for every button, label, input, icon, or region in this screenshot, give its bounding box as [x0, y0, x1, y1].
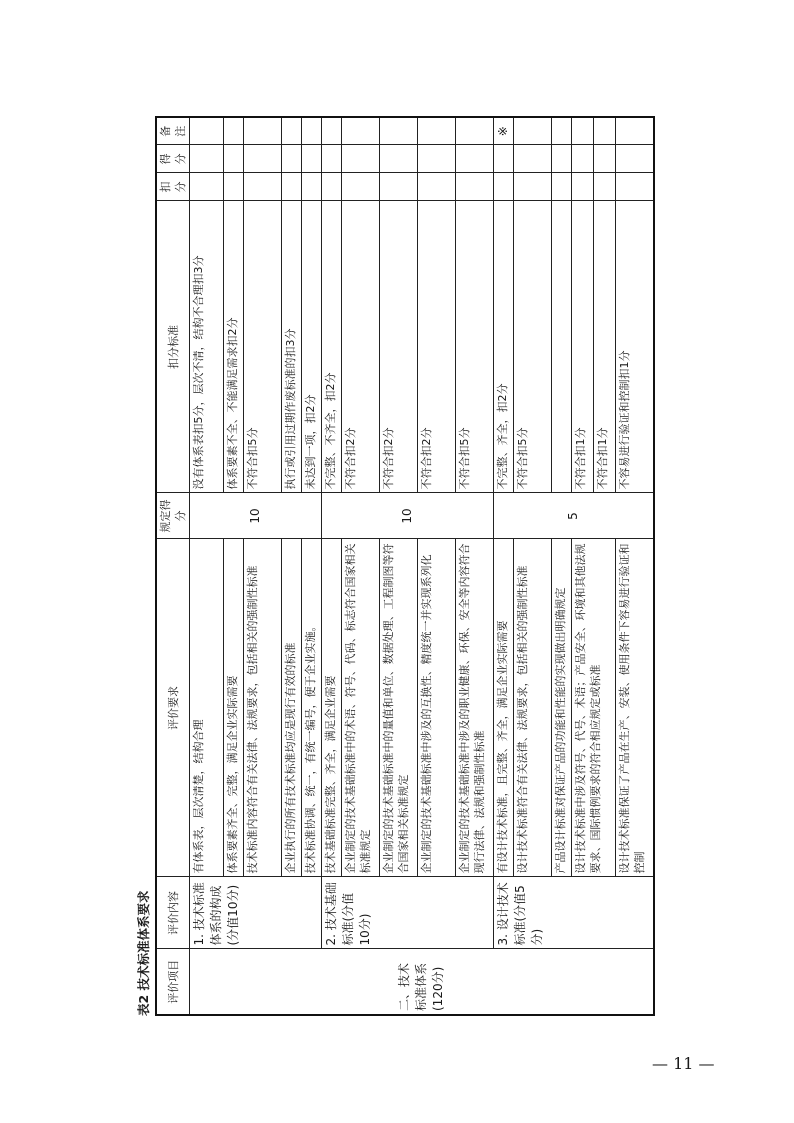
criteria-cell: 未达到一项，扣2分: [302, 201, 322, 493]
remark-cell: [616, 117, 654, 145]
requirement-cell: 企业执行的所有技术标准均应是现行有效的标准: [282, 539, 302, 877]
got-cell: [380, 145, 418, 173]
evaluation-table: [155, 116, 655, 1016]
header-item: 评价项目: [156, 949, 190, 1015]
header-content: 评价内容: [156, 877, 190, 949]
requirement-cell: 设计技术标准中涉及符号、代号、术语；产品安全、环境和其他法规要求、国际惯例要求的符合相应规定或标准: [572, 539, 616, 877]
remark-cell: [224, 117, 244, 145]
header-requirement: 评价要求: [156, 539, 190, 877]
got-cell: [224, 145, 244, 173]
got-cell: [456, 145, 494, 173]
deduct-cell: [244, 173, 282, 201]
header-deduct: 扣分: [156, 173, 190, 201]
remark-cell: ※: [494, 117, 514, 145]
got-cell: [190, 145, 224, 173]
table-row: [322, 117, 342, 1015]
remark-cell: [572, 117, 594, 145]
got-cell: [302, 145, 322, 173]
remark-cell: [302, 117, 322, 145]
remark-cell: [282, 117, 302, 145]
criteria-cell: 不符合扣2分: [342, 201, 380, 493]
remark-cell: [322, 117, 342, 145]
score-cell: 5: [494, 493, 654, 539]
requirement-cell: 企业制定的技术基础标准中涉及的互换性、精度统一并实现系列化: [418, 539, 456, 877]
table-row: [494, 117, 514, 1015]
criteria-cell: 执行或引用过期作废标准的扣3分: [282, 201, 302, 493]
criteria-cell: 不完整、齐全，扣2分: [494, 201, 514, 493]
remark-cell: [552, 117, 572, 145]
rotated-page-content: [135, 118, 688, 1016]
category-cell: 二、技术标准体系(120分): [190, 949, 654, 1015]
table-caption: 表2 技术标准体系要求: [136, 890, 151, 1016]
criteria-cell: 没有体系表扣5分，层次不清，结构不合理扣3分: [190, 201, 224, 493]
criteria-cell: 不完整、不齐全，扣2分: [322, 201, 342, 493]
criteria-cell: 不符合扣1分: [572, 201, 594, 493]
requirement-cell: 技术标准内容符合有关法律、法规要求，包括相关的强制性标准: [244, 539, 282, 877]
got-cell: [322, 145, 342, 173]
deduct-cell: [514, 173, 552, 201]
remark-cell: [190, 117, 224, 145]
requirement-cell: 企业制定的技术基础标准中涉及的职业健康、环保、安全等内容符合现行法律、法规和强制性标准: [456, 539, 494, 877]
requirement-cell: 产品设计标准对保证产品的功能和性能的实现做出明确规定: [552, 539, 572, 877]
deduct-cell: [418, 173, 456, 201]
remark-cell: [456, 117, 494, 145]
requirement-cell: 技术标准协调、统一，有统一编号，便于企业实施。: [302, 539, 322, 877]
got-cell: [494, 145, 514, 173]
requirement-cell: 技术基础标准完整、齐全，满足企业需要: [322, 539, 342, 877]
got-cell: [418, 145, 456, 173]
deduct-cell: [572, 173, 594, 201]
table-row: [190, 117, 224, 1015]
criteria-cell: 不符合扣5分: [456, 201, 494, 493]
deduct-cell: [456, 173, 494, 201]
got-cell: [282, 145, 302, 173]
remark-cell: [418, 117, 456, 145]
score-cell: 10: [190, 493, 322, 539]
requirement-cell: 体系要素齐全、完整，满足企业实际需要: [224, 539, 244, 877]
deduct-cell: [190, 173, 224, 201]
subitem-label: 1. 技术标准体系的构成(分值10分): [190, 877, 322, 949]
header-criteria: 扣分标准: [156, 201, 190, 493]
remark-cell: [380, 117, 418, 145]
remark-cell: [342, 117, 380, 145]
criteria-cell: 不符合扣1分: [594, 201, 616, 493]
deduct-cell: [380, 173, 418, 201]
subitem-label: 3. 设计技术标准(分值5分): [494, 877, 654, 949]
criteria-cell: [552, 201, 572, 493]
header-remark: 备注: [156, 117, 190, 145]
score-cell: 10: [322, 493, 494, 539]
deduct-cell: [552, 173, 572, 201]
requirement-cell: 有设计技术标准，且完整、齐全，满足企业实际需要: [494, 539, 514, 877]
page-number: — 11 —: [652, 1054, 715, 1073]
requirement-cell: 企业制定的技术基础标准中的量值和单位、数据处理、工程制图等符合国家相关标准规定: [380, 539, 418, 877]
requirement-cell: 设计技术标准符合有关法律、法规要求，包括相关的强制性标准: [514, 539, 552, 877]
criteria-cell: 体系要素不全、不能满足需求扣2分: [224, 201, 244, 493]
header-row: [156, 117, 190, 1015]
got-cell: [552, 145, 572, 173]
deduct-cell: [342, 173, 380, 201]
criteria-cell: 不符合扣2分: [380, 201, 418, 493]
criteria-cell: 不符合扣5分: [514, 201, 552, 493]
requirement-cell: 设计技术标准保证了产品在生产、安装、使用条件下容易进行验证和控制: [616, 539, 654, 877]
got-cell: [616, 145, 654, 173]
got-cell: [342, 145, 380, 173]
deduct-cell: [594, 173, 616, 201]
remark-cell: [594, 117, 616, 145]
deduct-cell: [282, 173, 302, 201]
criteria-cell: 不符合扣5分: [244, 201, 282, 493]
header-got: 得分: [156, 145, 190, 173]
deduct-cell: [322, 173, 342, 201]
remark-cell: [244, 117, 282, 145]
deduct-cell: [302, 173, 322, 201]
criteria-cell: 不容易进行验证和控制扣1分: [616, 201, 654, 493]
got-cell: [514, 145, 552, 173]
remark-cell: [514, 117, 552, 145]
header-score: 规定得分: [156, 493, 190, 539]
requirement-cell: 有体系表，层次清楚，结构合理: [190, 539, 224, 877]
deduct-cell: [616, 173, 654, 201]
requirement-cell: 企业制定的技术基础标准中的术语、符号、代码、标志符合国家相关标准规定: [342, 539, 380, 877]
deduct-cell: [494, 173, 514, 201]
got-cell: [244, 145, 282, 173]
subitem-label: 2. 技术基础标准(分值10分): [322, 877, 494, 949]
got-cell: [572, 145, 594, 173]
got-cell: [594, 145, 616, 173]
deduct-cell: [224, 173, 244, 201]
criteria-cell: 不符合扣2分: [418, 201, 456, 493]
